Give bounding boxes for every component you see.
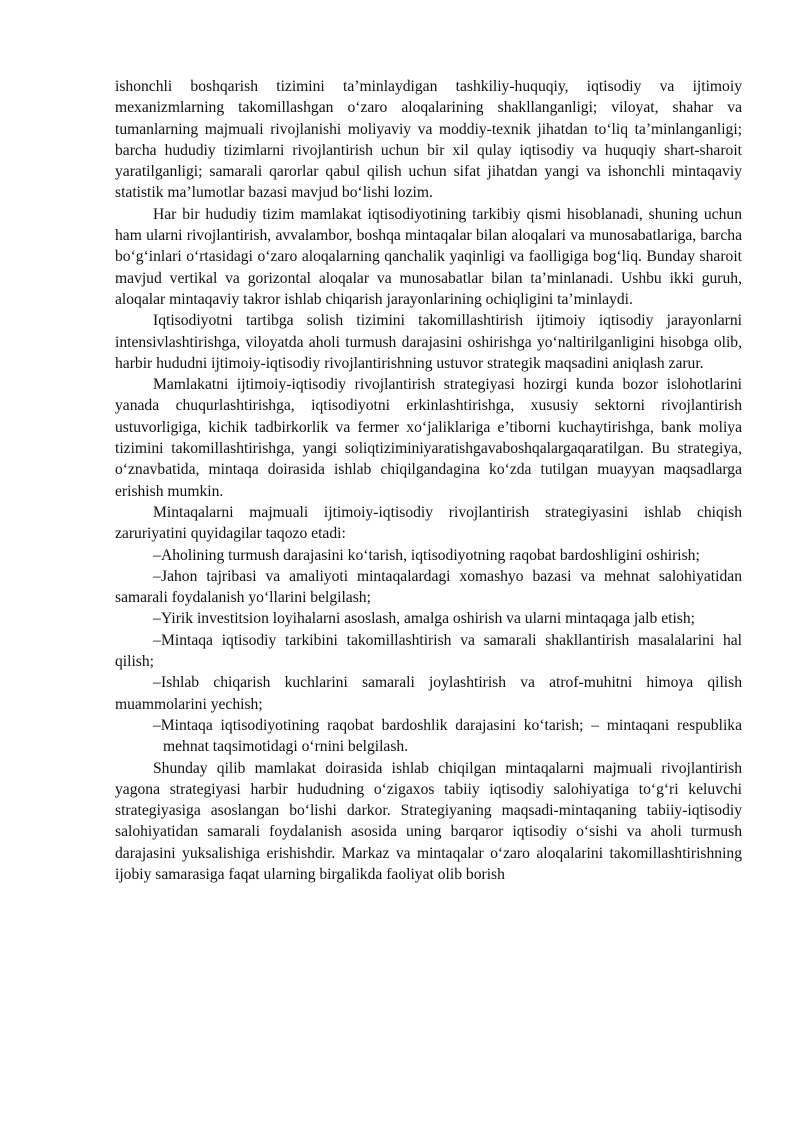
dash-marker: – [153,546,161,564]
paragraph-territorial-system: Har bir hududiy tizim mamlakat iqtisodiyotining tarkibiy qismi hisoblanadi, shuning uchun ham ularni rivojlantirish, avvalambor, boshqa mintaqalar bilan aloqalari va munosabatlariga, barcha bo‘g‘inlari o‘rtasidagi o‘zaro aloqalarning qanchalik yaqinligi va faolligiga bog‘liq. Bunday sharoit mavjud vertikal va gorizontal aloqalar va munosabatlar bilan ta’minlanadi. Ushbu ikki guruh, aloqalar mintaqaviy takror ishlab chiqarish jarayonlarining ochiqligini ta’minlaydi. [115,205,742,308]
paragraph-intro-continued: ishonchli boshqarish tizimini ta’minlaydigan tashkiliy-huquqiy, iqtisodiy va ijtimoiy mexanizmlarning takomillashgan o‘zaro aloqalarining shakllanganligi; viloyat, shahar va tumanlarning majmuali rivojlanishi moliyaviy va moddiy-texnik jihatdan to‘liq ta’minlanganligi; barcha hududiy tizimlarni rivojlantirish uchun bir xil qulay iqtisodiy va huquqiy shart-sharoit yaratilganligi; samarali qarorlar qabul qilish uchun sifat jihatdan yangi va ishonchli mintaqaviy statistik ma’lumotlar bazasi mavjud bo‘lishi lozim. [115,78,742,202]
list-item-living-standards [115,545,742,566]
list-item-investment-projects [115,608,742,629]
list-item-text: Mintaqa iqtisodiy tarkibini takomillashtirish va samarali shakllantirish masalalarini hal qilish; [115,631,742,671]
list-item-text: Jahon tajribasi va amaliyoti mintaqalardagi xomashyo bazasi va mehnat salohiyatidan samarali foydalanish yo‘llarini belgilash; [115,567,742,607]
paragraph-strategy-necessity: Mintaqalarni majmuali ijtimoiy-iqtisodiy rivojlantirish strategiyasini ishlab chiqish zaruriyatini quyidagilar taqozo etadi: [115,503,742,543]
dash-marker: – [153,674,161,692]
paragraph-development-strategy: Mamlakatni ijtimoiy-iqtisodiy rivojlantirish strategiyasi hozirgi kunda bozor islohotlarini yanada chuqurlashtirishga, iqtisodiyotni erkinlashtirishga, xususiy sektorni rivojlantirish ustuvorligiga, kichik tadbirkorlik va fermer xo‘jaliklariga e’tiborni kuchaytirishga, bank moliya tizimini takomillashtirishga, yangi soliqtiziminiyaratishgavaboshqalargaqaratilgan. Bu strategiya, o‘znavbatida, mintaqa doirasida ishlab chiqilgandagina ko‘zda tutilgan muayyan maqsadlarga erishish mumkin. [115,376,742,500]
list-item-world-experience [115,566,742,609]
paragraph-economic-regulation: Iqtisodiyotni tartibga solish tizimini takomillashtirish ijtimoiy iqtisodiy jarayonlarni intensivlashtirishga, viloyatda aholi turmush darajasini oshirishga yo‘naltirilganligini hisobga olib, harbir hududni ijtimoiy-iqtisodiy rivojlantirishning ustuvor strategik maqsadini aniqlash zarur. [115,312,742,372]
dash-marker: – [153,631,161,649]
dash-marker: – [153,610,161,628]
list-item-productive-forces [115,672,742,715]
list-item-competitiveness [115,715,742,758]
dash-marker: – [153,567,161,585]
list-item-economic-structure [115,630,742,673]
paragraph-conclusion: Shunday qilib mamlakat doirasida ishlab chiqilgan mintaqalarni majmuali rivojlantirish yagona strategiyasi harbir hududning o‘zigaxos tabiiy iqtisodiy salohiyatiga to‘g‘ri keluvchi strategiyasiga asoslangan bo‘lishi darkor. Strategiyaning maqsadi-mintaqaning tabiiy-iqtisodiy salohiyatidan samarali foydalanish asosida uning barqaror iqtisodiy o‘sishi va aholi turmush darajasini yuksalishiga erishishdir. Markaz va mintaqalar o‘zaro aloqalarini takomillashtirishning ijobiy samarasiga faqat ularning birgalikda faoliyat olib borish [115,759,742,883]
list-item-text: Yirik investitsion loyihalarni asoslash, amalga oshirish va ularni mintaqaga jalb etish; [161,610,695,628]
list-item-text: Ishlab chiqarish kuchlarini samarali joylashtirish va atrof-muhitni himoya qilish muammolarini yechish; [115,674,742,713]
dash-marker: – [153,716,161,734]
document-page [115,76,742,885]
list-item-text: Mintaqa iqtisodiyotining raqobat bardoshlik darajasini ko‘tarish; – mintaqani respublika mehnat taqsimotidagi o‘rnini belgilash. [160,716,742,756]
list-item-text: Aholining turmush darajasini ko‘tarish, iqtisodiyotning raqobat bardoshligini oshirish; [161,546,700,564]
